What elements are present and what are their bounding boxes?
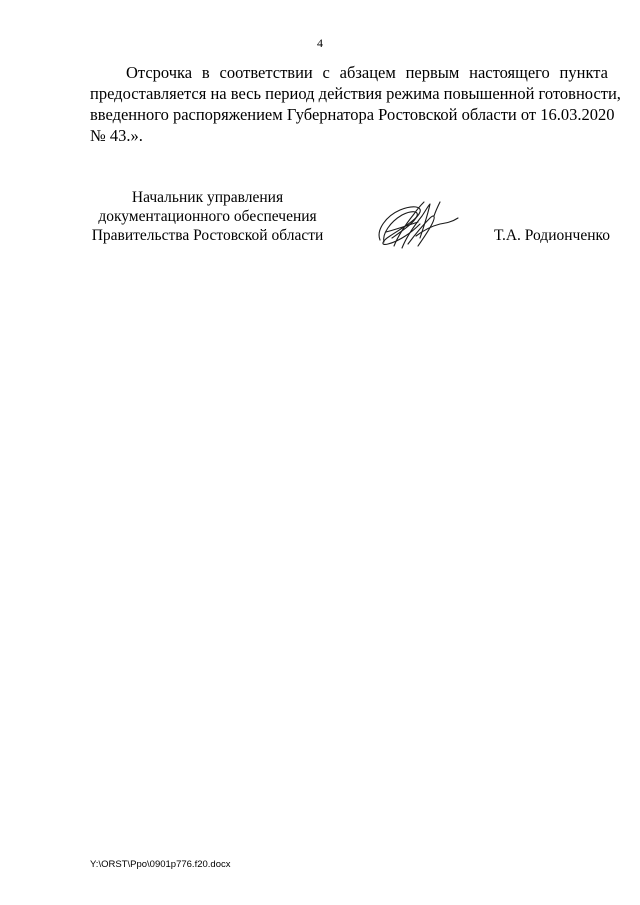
signer-position-line: Правительства Ростовской области bbox=[91, 227, 324, 244]
paragraph-line: № 43.». bbox=[90, 126, 143, 145]
page-number: 4 bbox=[317, 36, 323, 50]
signer-name: Т.А. Родионченко bbox=[494, 227, 610, 244]
handwritten-signature bbox=[372, 196, 464, 252]
paragraph-line: введенного распоряжением Губернатора Ростовской области от 16.03.2020 bbox=[90, 105, 615, 124]
file-path-footer: Y:\ORST\Ppo\0901p776.f20.docx bbox=[90, 859, 231, 870]
signer-position-line: Начальник управления bbox=[131, 189, 284, 206]
body-paragraph bbox=[90, 62, 621, 146]
paragraph-line: предоставляется на весь период действия режима повышенной готовности, bbox=[90, 84, 621, 103]
signer-position bbox=[90, 188, 325, 245]
signature-block bbox=[90, 188, 610, 248]
paragraph-line: Отсрочка в соответствии с абзацем первым настоящего пункта bbox=[126, 63, 608, 82]
signer-position-line: документационного обеспечения bbox=[98, 208, 317, 225]
